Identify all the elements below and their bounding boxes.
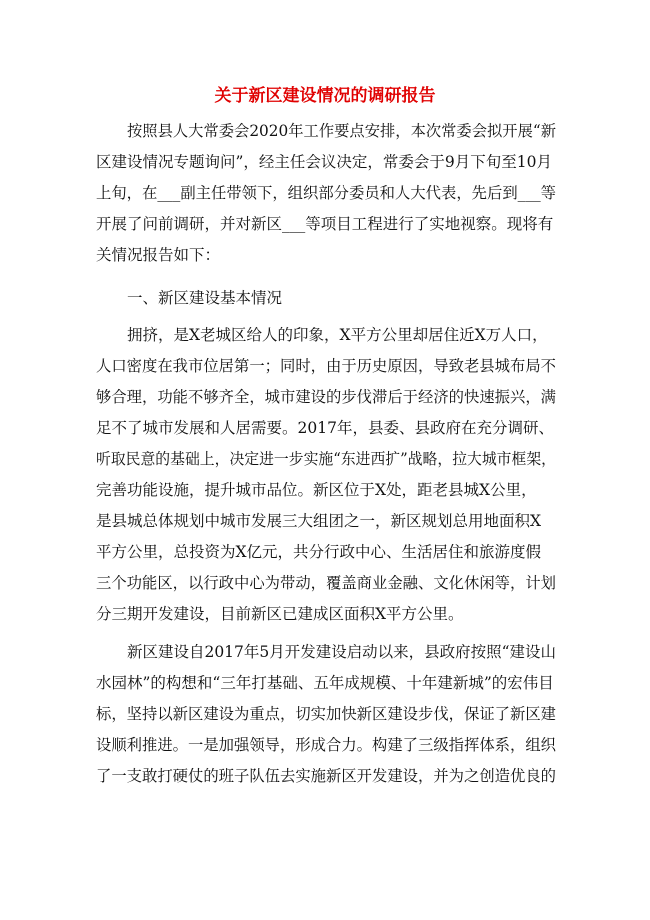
paragraph-line-text: 开展了问前调研，并对新区___等项目工程进行了实地视察。现将有 [96,215,554,233]
document-title: 关于新区建设情况的调研报告 [214,86,436,106]
paragraph-line-text: 人口密度在我市位居第一；同时，由于历史原因，导致老县城布局不 [96,357,556,375]
paragraph-line-text: 了一支敢打硬仗的班子队伍去实施新区开发建设，并为之创造优良的 [96,767,556,785]
paragraph-line-text: 分三期开发建设，目前新区已建成区面积X平方公里。 [96,605,464,623]
paragraph-line-text: 三个功能区，以行政中心为带动，覆盖商业金融、文化休闲等，计划 [96,574,556,592]
paragraph-line-text: 听取民意的基础上，决定进一步实施“东进西扩”战略，拉大城市框架， [96,450,556,468]
paragraph-line-text: 区建设情况专题询问”，经主任会议决定，常委会于9月下旬至10月 [96,153,553,171]
paragraph-line-text: 够合理，功能不够齐全，城市建设的步伐滞后于经济的快速振兴，满 [96,388,556,406]
paragraph-line-text: 平方公里，总投资为X亿元，共分行政中心、生活居住和旅游度假 [96,543,542,561]
paragraph-line-text: 设顺利推进。一是加强领导，形成合力。构建了三级指挥体系，组织 [96,736,556,754]
paragraph-line-text: 拥挤，是X老城区给人的印象，X平方公里却居住近X万人口， [127,326,548,344]
paragraph-line-text: 足不了城市发展和人居需要。2017年，县委、县政府在充分调研、 [96,419,554,437]
paragraph-line-text: 按照县人大常委会2020年工作要点安排，本次常委会拟开展“新 [127,122,556,140]
paragraph-line-text: 标，坚持以新区建设为重点，切实加快新区建设步伐，保证了新区建 [96,705,556,723]
section-heading-text: 一、新区建设基本情况 [127,289,283,307]
paragraph-line-text: 完善功能设施，提升城市品位。新区位于X处，距老县城X公里， [96,481,537,499]
paragraph-line-text: 是县城总体规划中城市发展三大组团之一，新区规划总用地面积X [96,512,542,530]
paragraph-line-text: 上旬，在___副主任带领下，组织部分委员和人大代表，先后到___等 [96,184,556,202]
paragraph-line-text: 新区建设自2017年5月开发建设启动以来，县政府按照“建设山 [127,643,556,661]
paragraph-line-text: 关情况报告如下： [96,246,221,264]
paragraph-line-text: 水园林”的构想和“三年打基础、五年成规模、十年建新城”的宏伟目 [96,674,554,692]
